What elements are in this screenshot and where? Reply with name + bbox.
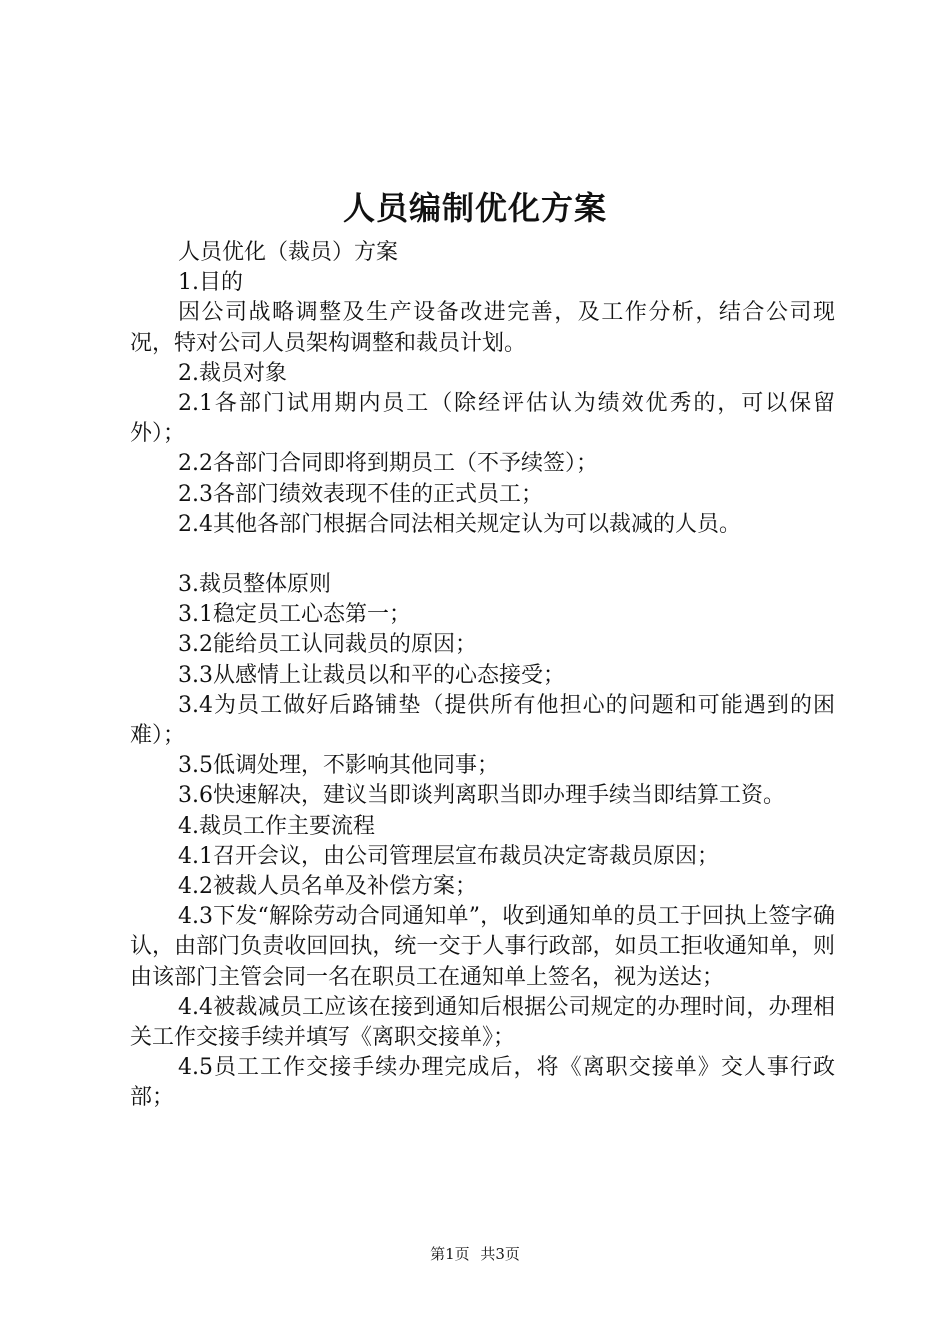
paragraph-purpose: 因公司战略调整及生产设备改进完善，及工作分析，结合公司现况，特对公司人员架构调整和裁员计划。 — [130, 300, 835, 356]
paragraph-4-4: 4.4被裁减员工应该在接到通知后根据公司规定的办理时间，办理相关工作交接手续并填写《离职交接单》； — [130, 994, 835, 1051]
document-title: 人员编制优化方案 — [342, 189, 607, 227]
paragraph-section-1-heading: 1.目的 — [178, 270, 243, 296]
paragraph-3-1: 3.1稳定员工心态第一； — [178, 602, 411, 628]
paragraph-4-3: 4.3下发“解除劳动合同通知单”，收到通知单的员工于回执上签字确认，由部门负责收回回执，统一交于人事行政部，如员工拒收通知单，则由该部门主管会同一名在职员工在通知单上签名，视为送达； — [130, 904, 835, 990]
paragraph-2-4: 2.4其他各部门根据合同法相关规定认为可以裁减的人员。 — [178, 511, 741, 537]
paragraph-section-3-heading: 3.裁员整体原则 — [178, 572, 331, 598]
blank-line — [130, 540, 835, 570]
paragraph-3-2: 3.2能给员工认同裁员的原因； — [178, 632, 477, 658]
paragraph-3-6: 3.6快速解决，建议当即谈判离职当即办理手续当即结算工资。 — [178, 783, 785, 809]
page-number: 第1页 — [430, 1245, 470, 1263]
document-body — [130, 238, 835, 1114]
paragraph-section-4-heading: 4.裁员工作主要流程 — [178, 813, 375, 839]
page-total: 共3页 — [480, 1245, 520, 1263]
page-footer — [0, 1244, 950, 1264]
paragraph-2-3: 2.3各部门绩效表现不佳的正式员工； — [178, 481, 543, 507]
paragraph-3-5: 3.5低调处理，不影响其他同事； — [178, 753, 499, 779]
paragraph-2-2: 2.2各部门合同即将到期员工（不予续签）； — [178, 451, 598, 477]
paragraph-section-2-heading: 2.裁员对象 — [178, 360, 287, 386]
paragraph-4-5: 4.5员工工作交接手续办理完成后，将《离职交接单》交人事行政部； — [130, 1055, 835, 1111]
paragraph-4-2: 4.2被裁人员名单及补偿方案； — [178, 874, 477, 900]
paragraph-2-1: 2.1各部门试用期内员工（除经评估认为绩效优秀的，可以保留外）； — [130, 391, 835, 447]
paragraph-3-3: 3.3从感情上让裁员以和平的心态接受； — [178, 662, 565, 688]
paragraph-3-4: 3.4为员工做好后路铺垫（提供所有他担心的问题和可能遇到的困难）； — [130, 692, 835, 749]
paragraph-4-1: 4.1召开会议，由公司管理层宣布裁员决定寄裁员原因； — [178, 843, 719, 869]
paragraph-subtitle: 人员优化（裁员）方案 — [178, 240, 399, 265]
